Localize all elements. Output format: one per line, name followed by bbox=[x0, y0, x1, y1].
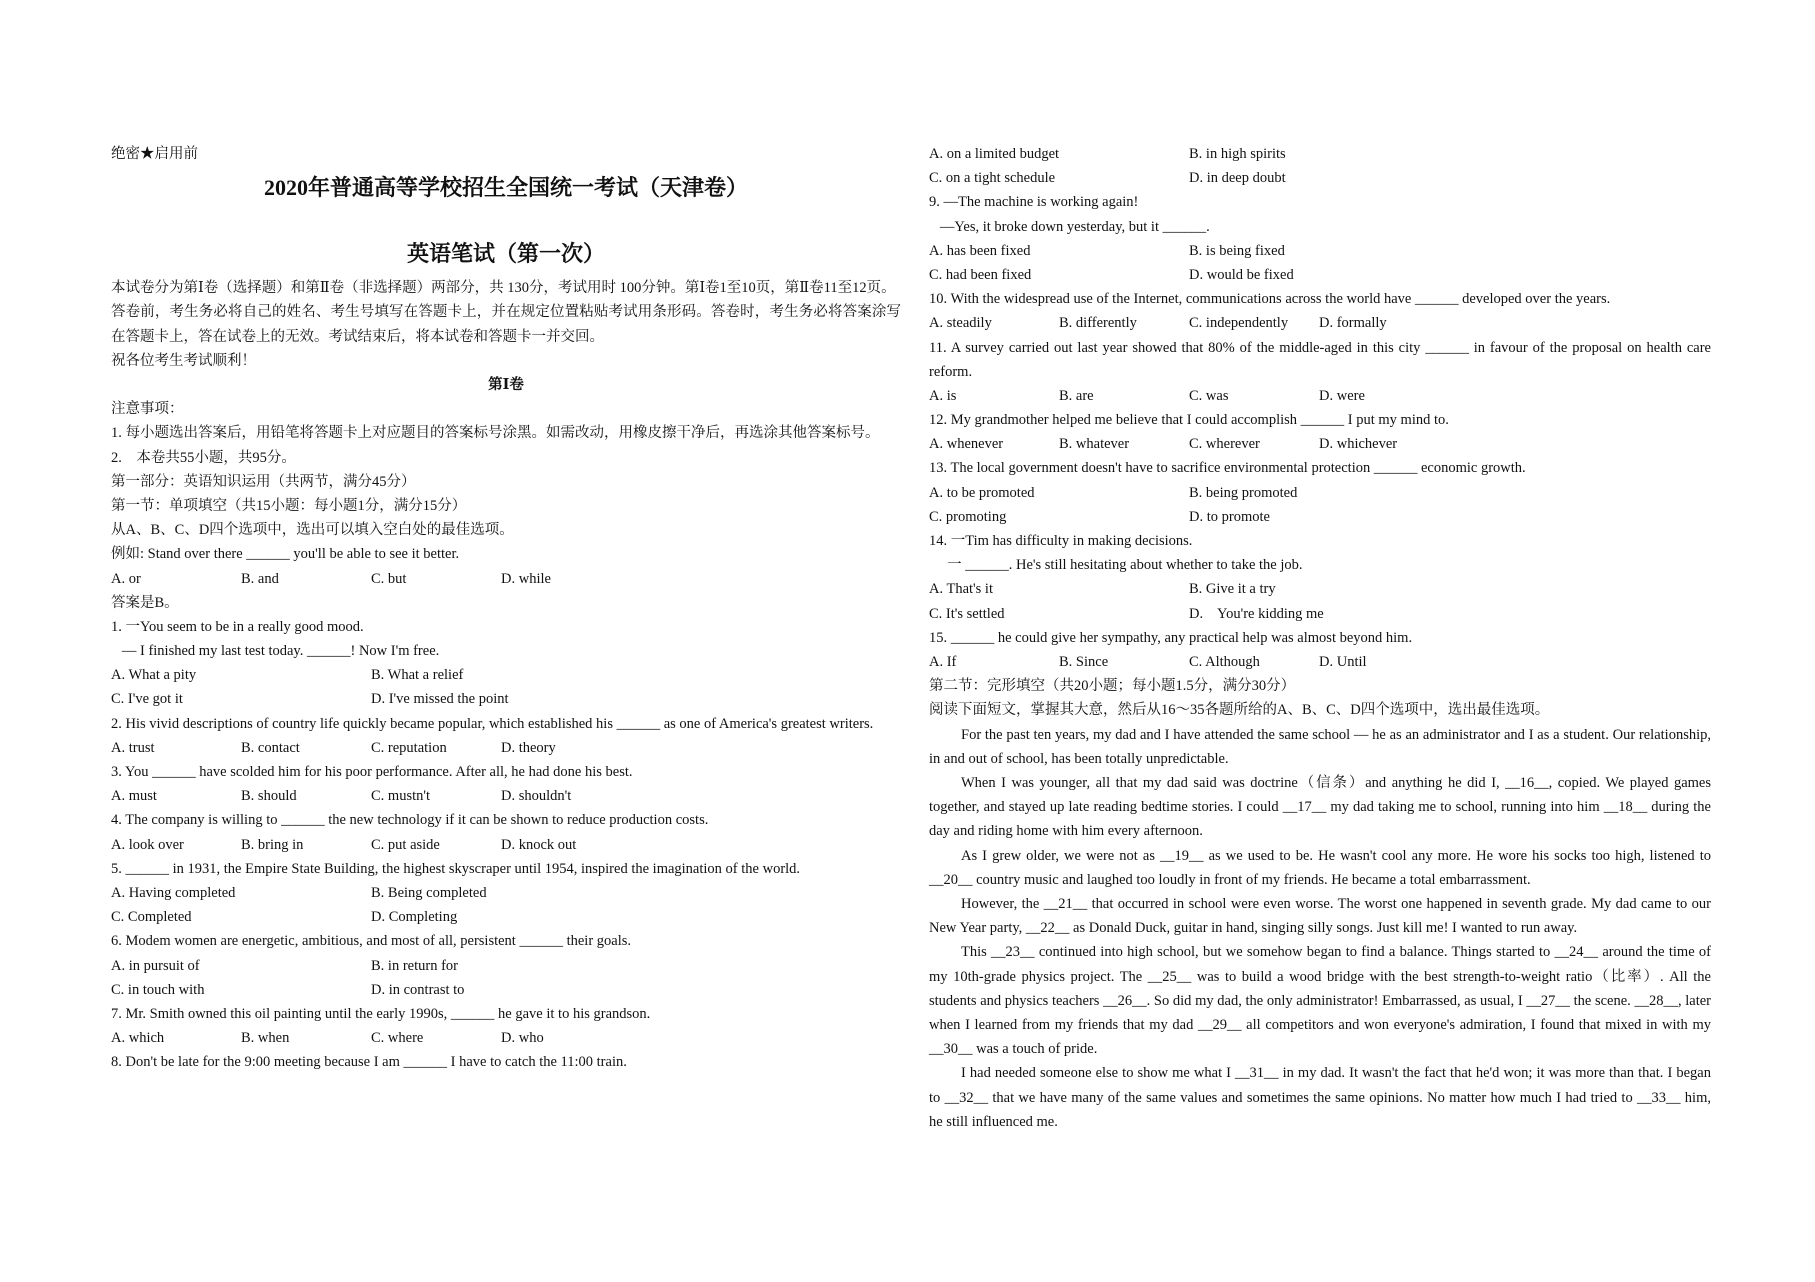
option-c: C. in touch with bbox=[111, 981, 205, 998]
question-6-options-row-2 bbox=[111, 978, 901, 1002]
question-14-options-row-1 bbox=[929, 577, 1711, 601]
note-2: 2. 本卷共55小题，共95分。 bbox=[111, 449, 296, 466]
section-two-instruction: 阅读下面短文，掌握其大意，然后从16～35各题所给的A、B、C、D四个选项中，选出最佳选项。 bbox=[929, 702, 1550, 719]
option-a: A. Having completed bbox=[111, 884, 236, 901]
question-9-options-row-1 bbox=[929, 239, 1711, 263]
section-one-instruction: 从A、B、C、D四个选项中，选出可以填入空白处的最佳选项。 bbox=[111, 522, 514, 539]
secret-mark: 绝密★启用前 bbox=[111, 146, 198, 162]
question-13-options-row-2 bbox=[929, 505, 1711, 529]
option-d: D. I've missed the point bbox=[371, 691, 509, 708]
option-a: A. must bbox=[111, 788, 157, 805]
option-a: A. If bbox=[929, 653, 957, 670]
question-13: 13. The local government doesn't have to sacrifice environmental protection ______ economic growth. bbox=[929, 460, 1526, 477]
intro-paragraph-1: 本试卷分为第Ⅰ卷（选择题）和第Ⅱ卷（非选择题）两部分，共 130分，考试用时 100分钟。第Ⅰ卷1至10页，第Ⅱ卷11至12页。 bbox=[111, 280, 896, 297]
question-15-options bbox=[929, 650, 1711, 674]
question-2-options bbox=[111, 736, 901, 760]
passage-paragraph-4: However, the __21__ that occurred in school were even worse. The worst one happened in seventh grade. My dad came to our New Year party, __22__ as Donald Duck, guitar in hand, singing silly songs. Just kill me! I wanted to run away. bbox=[929, 895, 1711, 937]
question-3: 3. You ______ have scolded him for his poor performance. After all, he had done his best. bbox=[111, 764, 633, 781]
option-d: D. shouldn't bbox=[501, 788, 572, 805]
option-c: C. was bbox=[1189, 387, 1229, 404]
question-14-line-1: 14. 一Tim has difficulty in making decisions. bbox=[929, 533, 1193, 550]
option-c: C. I've got it bbox=[111, 691, 183, 708]
option-a: A. or bbox=[111, 570, 141, 587]
option-a: A. What a pity bbox=[111, 667, 197, 684]
passage-paragraph-1: For the past ten years, my dad and I have attended the same school — he as an administrator and I as a student. Our relationship, in and out of school, has been totally unpredictable. bbox=[929, 726, 1711, 767]
option-d: D. who bbox=[501, 1030, 544, 1047]
note-1: 1. 每小题选出答案后，用铅笔将答题卡上对应题目的答案标号涂黑。如需改动，用橡皮擦干净后，再选涂其他答案标号。 bbox=[111, 425, 880, 442]
option-c: C. independently bbox=[1189, 315, 1289, 332]
question-13-options-row-1 bbox=[929, 481, 1711, 505]
option-b: B. in return for bbox=[371, 957, 458, 974]
option-a: A. trust bbox=[111, 739, 155, 756]
option-d: D. in deep doubt bbox=[1189, 170, 1286, 187]
question-12-options bbox=[929, 432, 1711, 456]
part-label: 第一部分：英语知识运用（共两节，满分45分） bbox=[111, 473, 416, 490]
question-10: 10. With the widespread use of the Internet, communications across the world have ______ developed over the years. bbox=[929, 291, 1611, 308]
example-options bbox=[111, 567, 901, 591]
option-d: D. Completing bbox=[371, 909, 458, 926]
option-c: C. Although bbox=[1189, 653, 1260, 670]
option-d: D. were bbox=[1319, 387, 1365, 404]
left-column bbox=[111, 142, 901, 1074]
option-c: C. where bbox=[371, 1030, 424, 1047]
passage-paragraph-6: I had needed someone else to show me what I __31__ in my dad. It wasn't the fact that he'd won; it was more than that. I began to __32__ that we have many of the same values and sometimes the same opinions. No matter how much I had tried to __33__ him, he still influenced me. bbox=[929, 1065, 1711, 1130]
question-9-options-row-2 bbox=[929, 263, 1711, 287]
question-5-options-row-2 bbox=[111, 905, 901, 929]
option-c: C. on a tight schedule bbox=[929, 170, 1056, 187]
question-1-line-1: 1. 一You seem to be in a really good mood. bbox=[111, 618, 364, 635]
option-a: A. That's it bbox=[929, 581, 993, 598]
option-b: B. is being fixed bbox=[1189, 242, 1285, 259]
option-c: C. Completed bbox=[111, 909, 192, 926]
option-d: D. whichever bbox=[1319, 436, 1398, 453]
option-d: D. Until bbox=[1319, 653, 1367, 670]
option-d: D. while bbox=[501, 570, 551, 587]
question-9-line-2: —Yes, it broke down yesterday, but it ______. bbox=[929, 218, 1210, 235]
question-8-options-row-1 bbox=[929, 142, 1711, 166]
question-4: 4. The company is willing to ______ the new technology if it can be shown to reduce production costs. bbox=[111, 812, 709, 829]
question-1-line-2: — I finished my last test today. ______! Now I'm free. bbox=[111, 643, 440, 660]
example-question: 例如: Stand over there ______ you'll be able to see it better. bbox=[111, 546, 460, 563]
option-c: C. reputation bbox=[371, 739, 447, 756]
question-4-options bbox=[111, 833, 901, 857]
question-7: 7. Mr. Smith owned this oil painting until the early 1990s, ______ he gave it to his grandson. bbox=[111, 1005, 651, 1022]
question-6: 6. Modem women are energetic, ambitious, and most of all, persistent ______ their goals. bbox=[111, 933, 632, 950]
option-b: B. being promoted bbox=[1189, 484, 1298, 501]
option-b: B. Give it a try bbox=[1189, 581, 1276, 598]
option-c: C. put aside bbox=[371, 836, 440, 853]
intro-paragraph-2: 答卷前，考生务必将自己的姓名、考生号填写在答题卡上，并在规定位置粘贴考试用条形码。答卷时，考生务必将答案涂写在答题卡上，答在试卷上的无效。考试结束后，将本试卷和答题卡一并交回。 bbox=[111, 304, 901, 345]
passage-paragraph-5: This __23__ continued into high school, but we somehow began to find a balance. Things started to __24__ around the time of my 10th-grade physics project. The __25__ was to build a wood bridge with the best strength-to-weight ratio（比率）. All the students and physics teachers __26__. So did my dad, the only administrator! Embarrassed, as usual, I __27__ the scene. __28__, later when I learned from my friends that my dad __29__ all competitors and won everyone's admiration, I found that mixed in with my __30__ was a touch of pride. bbox=[929, 944, 1711, 1058]
option-d: D. theory bbox=[501, 739, 556, 756]
part-one-heading: 第Ⅰ卷 bbox=[488, 376, 524, 393]
option-a: A. which bbox=[111, 1030, 165, 1047]
question-12: 12. My grandmother helped me believe that I could accomplish ______ I put my mind to. bbox=[929, 412, 1449, 429]
option-a: A. has been fixed bbox=[929, 242, 1031, 259]
option-b: B. Since bbox=[1059, 653, 1109, 670]
option-a: A. steadily bbox=[929, 315, 992, 332]
option-d: D. would be fixed bbox=[1189, 266, 1294, 283]
exam-title: 2020年普通高等学校招生全国统一考试（天津卷） bbox=[263, 175, 748, 201]
passage-paragraph-2: When I was younger, all that my dad said was doctrine（信条）and anything he did I, __16__, copied. We played games together, and stayed up late reading bedtime stories. I could __17__ my dad taking me to school, running into him __18__ during the day and riding home with him every afternoon. bbox=[929, 774, 1711, 840]
option-b: B. contact bbox=[241, 739, 300, 756]
option-c: C. but bbox=[371, 570, 407, 587]
exam-subtitle: 英语笔试（第一次） bbox=[406, 241, 605, 267]
question-2: 2. His vivid descriptions of country life quickly became popular, which established his ______ as one of America's greatest writers. bbox=[111, 715, 874, 732]
option-d: D. to promote bbox=[1189, 508, 1270, 525]
option-b: B. should bbox=[241, 788, 297, 805]
intro-paragraph-3: 祝各位考生考试顺利！ bbox=[111, 352, 256, 369]
option-c: C. had been fixed bbox=[929, 266, 1032, 283]
option-a: A. on a limited budget bbox=[929, 146, 1060, 162]
option-a: A. look over bbox=[111, 836, 184, 853]
option-a: A. to be promoted bbox=[929, 484, 1035, 501]
option-b: B. whatever bbox=[1059, 436, 1130, 453]
question-5: 5. ______ in 1931, the Empire State Building, the highest skyscraper until 1954, inspired the imagination of the world. bbox=[111, 860, 801, 877]
option-b: B. Being completed bbox=[371, 884, 487, 901]
option-a: A. whenever bbox=[929, 436, 1004, 453]
question-10-options bbox=[929, 311, 1711, 335]
option-c: C. promoting bbox=[929, 508, 1007, 525]
option-d: D. You're kidding me bbox=[1189, 605, 1324, 622]
question-14-options-row-2 bbox=[929, 602, 1711, 626]
option-b: B. and bbox=[241, 570, 279, 587]
question-5-options-row-1 bbox=[111, 881, 901, 905]
question-7-options bbox=[111, 1026, 901, 1050]
notes-label: 注意事项： bbox=[111, 401, 184, 418]
option-c: C. wherever bbox=[1189, 436, 1260, 453]
question-14-line-2: 一 ______. He's still hesitating about whether to take the job. bbox=[929, 557, 1303, 574]
option-c: C. It's settled bbox=[929, 605, 1005, 622]
passage-paragraph-3: As I grew older, we were not as __19__ as we used to be. He wasn't cool any more. He wore his socks too high, listened to __20__ country music and laughed too loudly in front of my friends. He became a total embarrassment. bbox=[929, 847, 1711, 888]
question-1-options-row-1 bbox=[111, 663, 901, 687]
question-8-options-row-2 bbox=[929, 166, 1711, 190]
question-11-options bbox=[929, 384, 1711, 408]
option-d: D. in contrast to bbox=[371, 981, 465, 998]
option-a: A. in pursuit of bbox=[111, 957, 200, 974]
option-b: B. in high spirits bbox=[1189, 146, 1286, 162]
option-b: B. What a relief bbox=[371, 667, 464, 684]
question-11: 11. A survey carried out last year showed that 80% of the middle-aged in this city ______ in favour of the proposal on health care reform. bbox=[929, 339, 1711, 380]
option-a: A. is bbox=[929, 387, 957, 404]
question-3-options bbox=[111, 784, 901, 808]
question-8: 8. Don't be late for the 9:00 meeting because I am ______ I have to catch the 11:00 train. bbox=[111, 1054, 627, 1071]
option-b: B. differently bbox=[1059, 315, 1137, 332]
option-c: C. mustn't bbox=[371, 788, 431, 805]
option-b: B. when bbox=[241, 1030, 290, 1047]
option-b: B. are bbox=[1059, 387, 1094, 404]
question-15: 15. ______ he could give her sympathy, any practical help was almost beyond him. bbox=[929, 629, 1413, 646]
option-b: B. bring in bbox=[241, 836, 304, 853]
section-two-label: 第二节：完形填空（共20小题；每小题1.5分，满分30分） bbox=[929, 678, 1296, 695]
example-answer: 答案是B。 bbox=[111, 594, 179, 611]
right-column bbox=[929, 142, 1711, 1134]
question-1-options-row-2 bbox=[111, 687, 901, 711]
option-d: D. knock out bbox=[501, 836, 577, 853]
question-6-options-row-1 bbox=[111, 954, 901, 978]
question-9-line-1: 9. —The machine is working again! bbox=[929, 194, 1139, 211]
section-one-label: 第一节：单项填空（共15小题：每小题1分，满分15分） bbox=[111, 497, 467, 514]
option-d: D. formally bbox=[1319, 315, 1387, 332]
